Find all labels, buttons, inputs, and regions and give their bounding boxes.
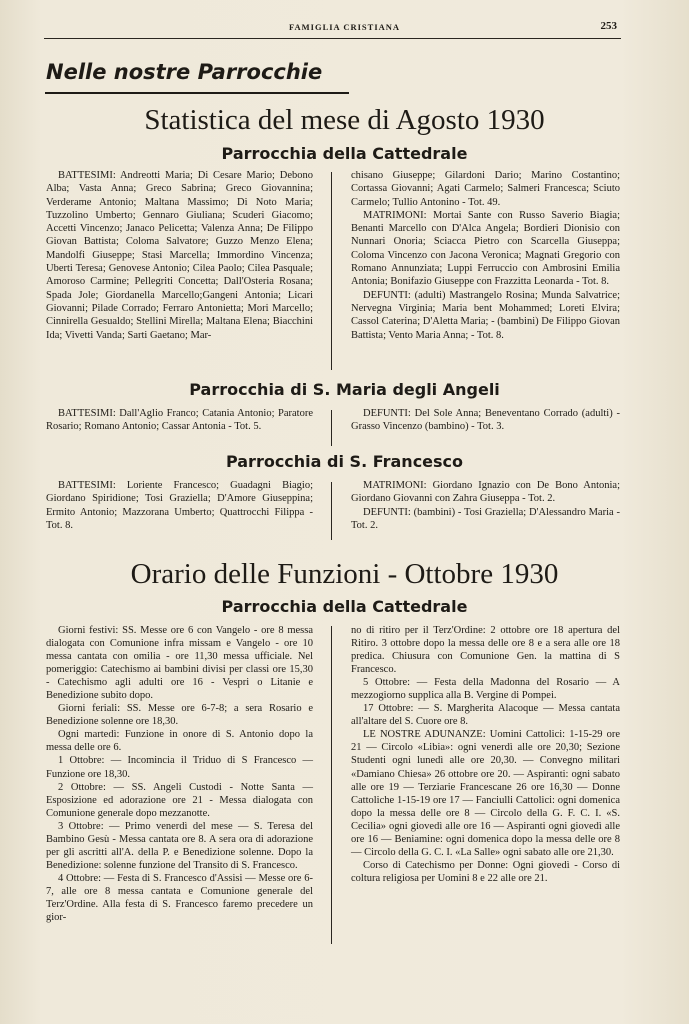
orario-catechismo-donne: Corso di Catechismo per Donne: Ogni giovedì - Corso di coltura religiosa per Uomini 8 e 22 alle ore 21.: [351, 859, 620, 884]
francesco-heading: Parrocchia di S. Francesco: [225, 452, 464, 471]
cattedrale-defunti: DEFUNTI: (adulti) Mastrangelo Rosina; Munda Salvatrice; Nervegna Virginia; Maria bent Mohammed; Loreti Elvira; Cassol Caterina; D'Aletta Maria; - (bambini) De Filippo Giovan Battista; Vento Maria Anna; - Tot. 8.: [351, 289, 621, 341]
francesco-defunti: DEFUNTI: (bambini) - Tosi Graziella; D'Alessandro Maria - Tot. 2.: [351, 506, 620, 531]
orario-4-ottobre: 4 Ottobre: — Festa di S. Francesco d'Assisi — Messe ore 6-7, alle ore 8 messa cantata e Comunione generale del Terz'Ordine. Alla festa di S. Francesco faremo precedere un gior-: [46, 872, 313, 924]
francesco-matrimoni-defunti: [351, 479, 620, 532]
angeli-heading: Parrocchia di S. Maria degli Angeli: [189, 380, 500, 399]
section-label: Nelle nostre Parrocchie: [46, 60, 323, 84]
orario-right-column: [351, 624, 620, 885]
cattedrale-matrimoni: MATRIMONI: Mortai Sante con Russo Saverio Biagia; Benanti Marcello con D'Alca Angela; Bordieri Dionisio con Nunnari Onoria; Sciacca Pietro con Scarcella Giuseppa; Coloma Vincenzo con Jacona Veronica; Magnati Gregorio con Romano Annunziata; Luppi Ferruccio con Ambrosini Emilia Antonia; Bonifazio Giuseppe con Frazzitta Leonarda - Tot. 8.: [351, 209, 620, 288]
statistica-title: Statistica del mese di Agosto 1930: [144, 104, 545, 136]
orario-1-ottobre: 1 Ottobre: — Incomincia il Triduo di S Francesco — Funzione ore 18,30.: [46, 755, 313, 780]
orario-2-ottobre: 2 Ottobre: — SS. Angeli Custodi - Notte Santa — Esposizione ed adorazione ore 21 - Messa dialogata con Comunione generale dopo mezzanotte.: [46, 781, 313, 819]
francesco-battesimi-text: BATTESIMI: Loriente Francesco; Guadagni Biagio; Giordano Spiridione; Tosi Graziella; D'Amore Giuseppina; Ermito Antonio; Mazzorana Umberto; Quattrocchi Filippa - Tot. 8.: [46, 480, 313, 531]
orario-17-ottobre: 17 Ottobre: — S. Margherita Alacoque — Messa cantata all'altare del S. Cuore ore 8.: [351, 703, 620, 728]
orario-festivi: Giorni festivi: SS. Messe ore 6 con Vangelo - ore 8 messa dialogata con Comunione infra missam e Vangelo - ore 10 messa cantata con omilia - ore 11,30 messa ufficiale. Nel pomeriggio: Catechismo ai bambini divisi per classi ore 15,30 - Catechismo agli adulti ore 16 - Vespri o Litanie e Benedizione subito dopo.: [46, 625, 313, 702]
cattedrale-battesimi-text: BATTESIMI: Andreotti Maria; Di Cesare Mario; Debono Alba; Vasta Anna; Greco Sabrina; Greco Giovannina; Verderame Antonio; Maltana Massimo; Di Noto Maria; Tuzzolino Umberto; Gennaro Giuliana; Scuderi Giacomo; Accetti Vincenzo; Janaco Pelicetta; Valenza Anna; De Filippo Giovan Battista; Coloma Salvatore; Guzzo Menzo Elena; Mandolfi Giuseppe; Stasi Marcella; Immordino Vincenza; Uberti Teresa; Genovese Antonio; Cilea Paolo; Cilea Pasquale; Amoroso Carmine; Pellegriti Concetta; Dall'Osteria Rosana; Spada Jole; Giordanella Marcello;Gangeni Antonia; Licari Giovanni; Pilade Corrado; Ferraro Antonietta; Mori Marcello; Cinnirella Gesualdo; Stellini Mirella; Maltana Elena; Biacchini Ida; Vivetti Vanda; Sarti Gaetano; Mar-: [46, 170, 313, 341]
column-divider: [331, 482, 332, 540]
angeli-defunti: [351, 407, 620, 434]
column-divider: [331, 410, 332, 446]
cattedrale-battesimi: [46, 169, 313, 342]
orario-title: Orario delle Funzioni - Ottobre 1930: [130, 558, 559, 590]
orario-5-ottobre: 5 Ottobre: — Festa della Madonna del Rosario — A mezzogiorno supplica alla B. Vergine di Pompei.: [351, 677, 620, 702]
cattedrale-heading: Parrocchia della Cattedrale: [221, 144, 468, 163]
running-head: FAMIGLIA CRISTIANA: [288, 22, 401, 32]
angeli-battesimi: [46, 407, 313, 434]
angeli-battesimi-text: BATTESIMI: Dall'Aglio Franco; Catania Antonio; Paratore Rosario; Romano Antonio; Cassar Antonia - Tot. 5.: [46, 408, 313, 433]
francesco-matrimoni: MATRIMONI: Giordano Ignazio con De Bono Antonia; Giordano Giovanni con Zahra Giuseppa - Tot. 2.: [351, 480, 620, 505]
header-rule: [44, 38, 621, 39]
orario-martedi: Ogni martedì: Funzione in onore di S. Antonio dopo la messa delle ore 6.: [46, 729, 313, 754]
cattedrale-matrimoni-defunti: [351, 169, 620, 342]
orario-cattedrale-heading: Parrocchia della Cattedrale: [221, 597, 468, 616]
orario-adunanze: LE NOSTRE ADUNANZE: Uomini Cattolici: 1-15-29 ore 21 — Circolo «Libia»: ogni venerdì alle ore 20,30; Sezione Studenti ogni lunedì alle ore 20,30. — Convegno militari «Damiano Chiesa» 26 ottobre ore 20. — Aspiranti: ogni sabato alle ore 19 — Terziarie Francescane 26 ore 16,30 — Donne Cattoliche 1-15-19 ore 17 — Fanciulli Cattolici: ogni domenica dopo la messa delle ore 8 — Circolo della G. F. C. I. «S. Cecilia» ogni giovedì alle ore 16 — Aspiranti ogni giovedì alle ore 16 — Beniamine: ogni domenica dopo la messa delle ore 8 — Circolo della G. C. I. «La Salle» ogni sabato alle ore 21,30.: [351, 729, 620, 858]
angeli-defunti-text: DEFUNTI: Del Sole Anna; Beneventano Corrado (adulti) - Grasso Vincenzo (bambino) - Tot. 3.: [351, 408, 620, 433]
cattedrale-battesimi-continued: chisano Giuseppe; Gilardoni Dario; Marino Costantino; Cortassa Giovanni; Agati Carmelo; Salmeri Francesca; Sciuto Carmelo; Tullio Antonino - Tot. 49.: [351, 170, 620, 208]
orario-left-column: [46, 624, 313, 924]
orario-3-ottobre: 3 Ottobre: — Primo venerdì del mese — S. Teresa del Bambino Gesù - Messa cantata ore 8. A sera ora di adorazione per gli ascritti all'A. della P. e Benedizione solenne. Dopo la Benedizione: solenne funzione del Transito di S. Francesco.: [46, 820, 313, 871]
column-divider: [331, 626, 332, 944]
francesco-battesimi: [46, 479, 313, 532]
page-number: 253: [600, 20, 617, 32]
orario-ritiro-continued: no di ritiro per il Terz'Ordine: 2 ottobre ore 18 apertura del Ritiro. 3 ottobre dopo la messa delle ore 8 e a sera alle ore 18 predica. Chiusura con Comunione Gen. la mattina di S Francesco.: [351, 625, 620, 676]
orario-feriali: Giorni feriali: SS. Messe ore 6-7-8; a sera Rosario e Benedizione solenne ore 18,30.: [46, 703, 313, 728]
section-label-underline: [45, 92, 349, 94]
column-divider: [331, 172, 332, 370]
